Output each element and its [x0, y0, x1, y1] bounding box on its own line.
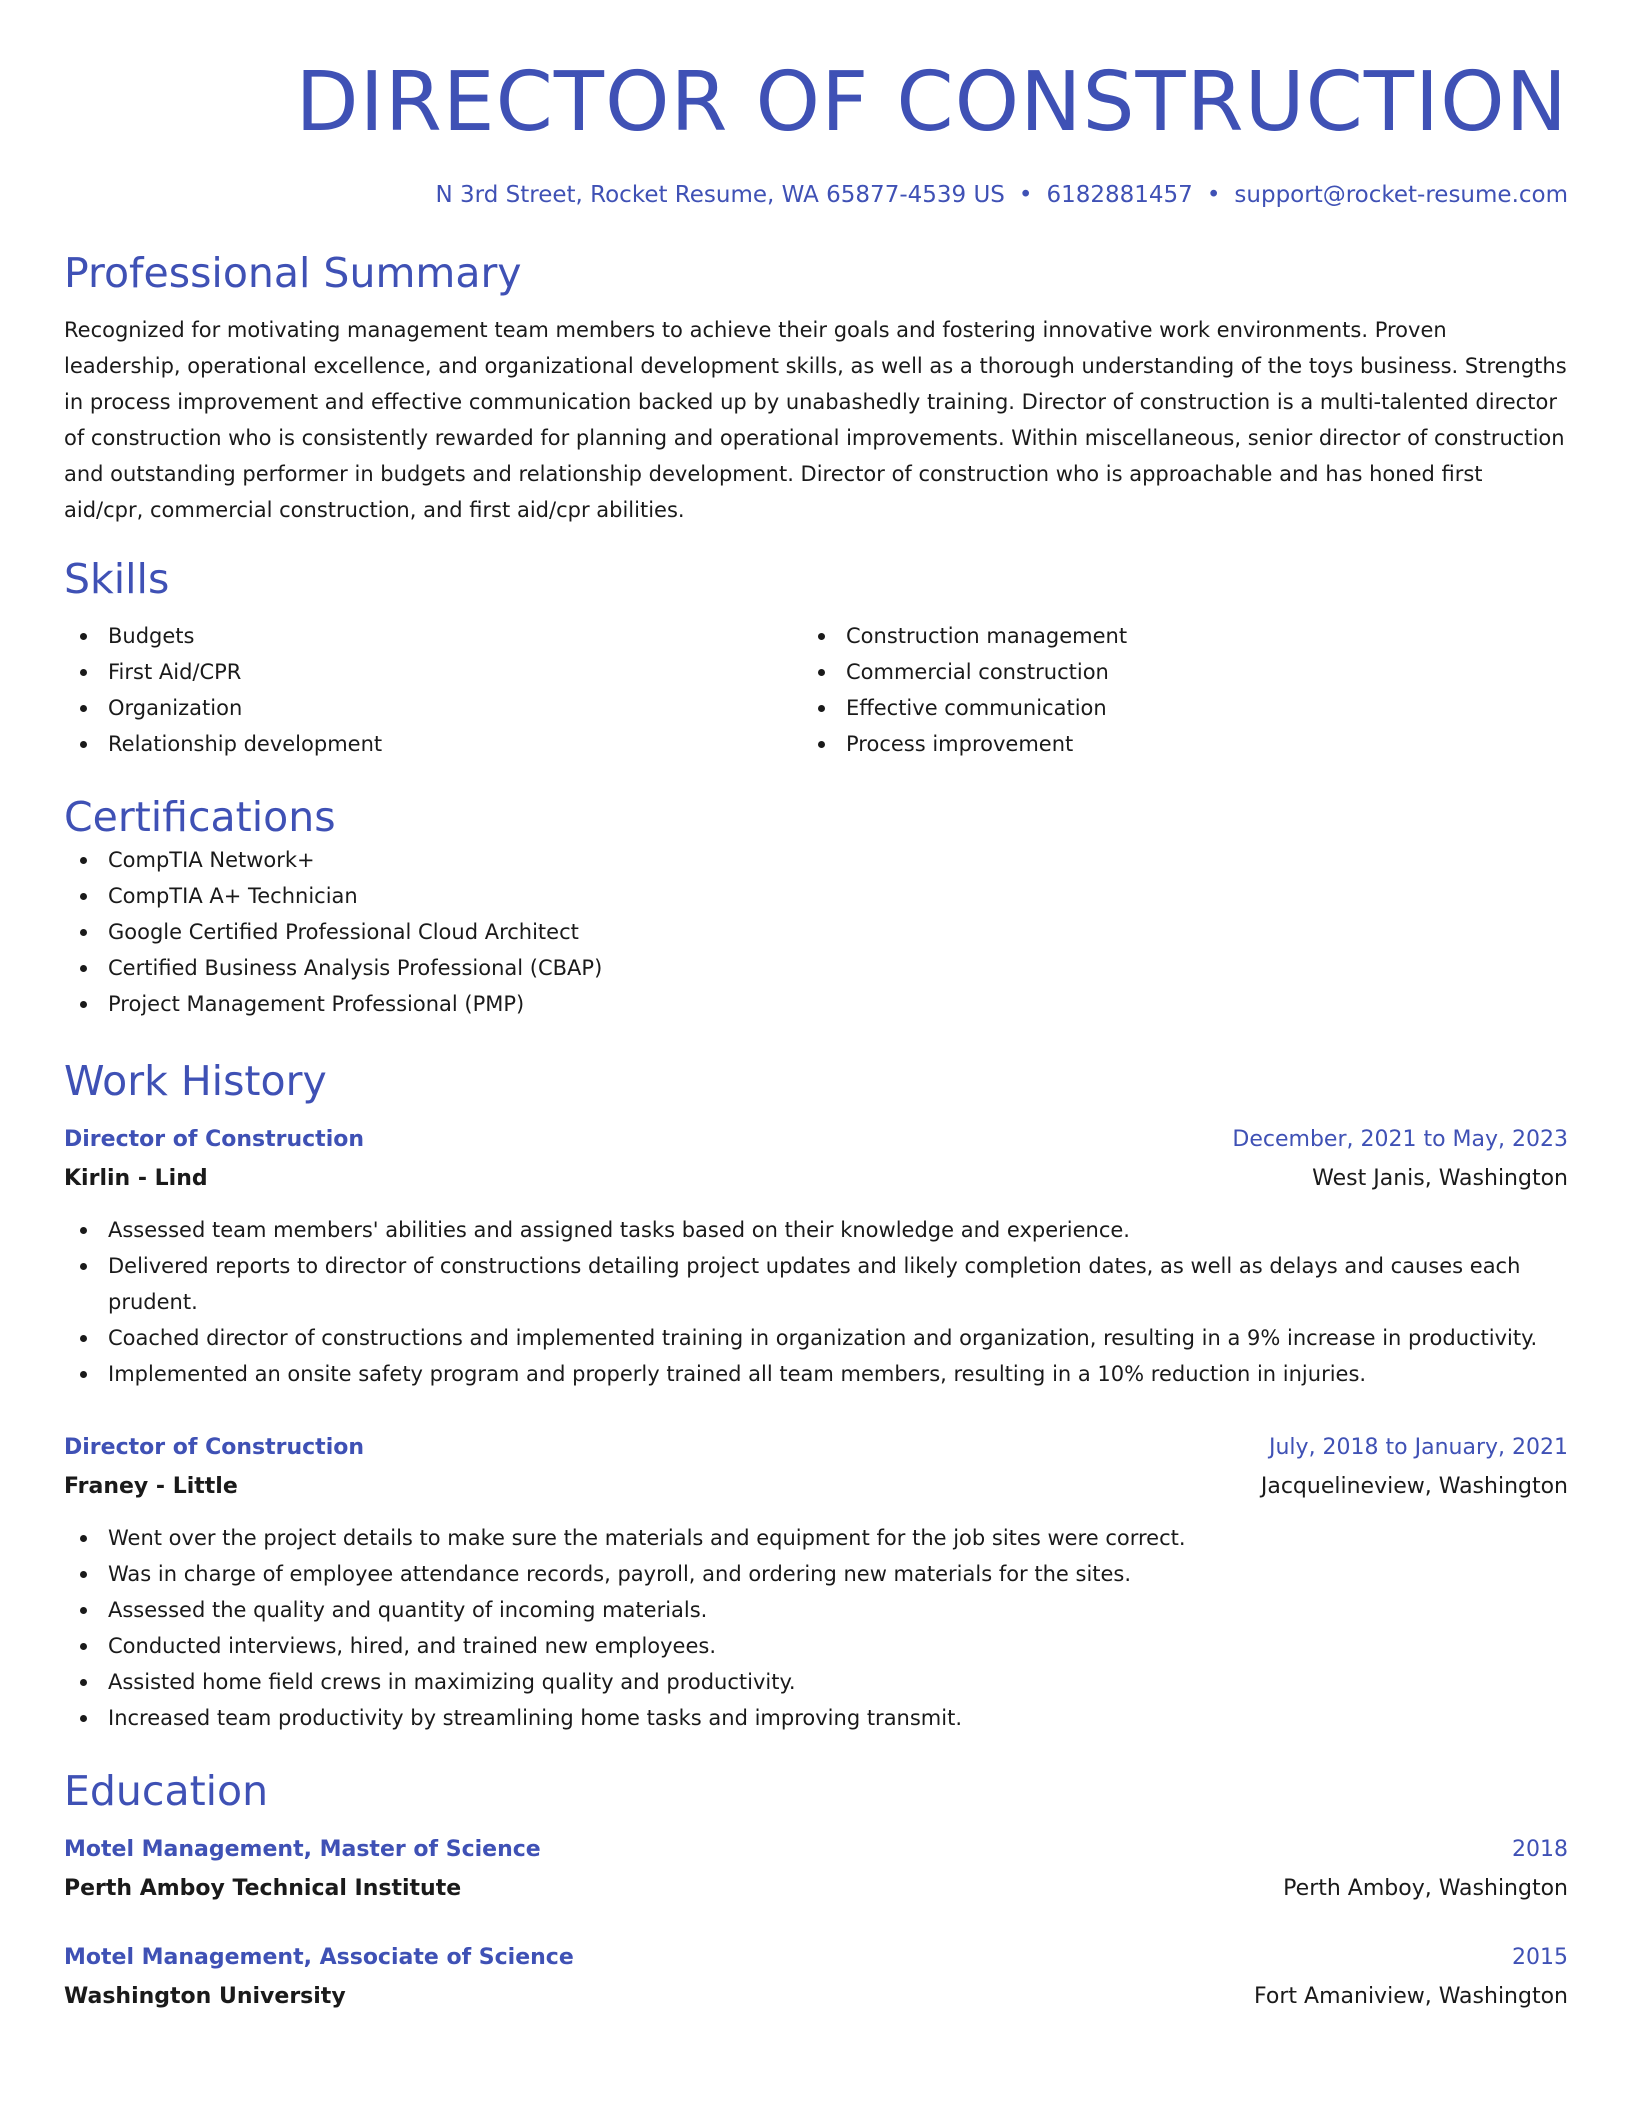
- work-history-section: [64, 1056, 1568, 1736]
- education-school-row: [64, 1978, 1568, 2016]
- education-entry: [64, 1830, 1568, 1908]
- certifications-list: [64, 842, 1568, 1022]
- job-bullet: Assisted home field crews in maximizing quality and productivity.: [64, 1664, 1568, 1700]
- education-heading: Education: [64, 1767, 269, 1815]
- job-role-row: [64, 1428, 1568, 1468]
- skills-grid: [64, 618, 1568, 762]
- job-company-row: [64, 1160, 1568, 1198]
- contact-email: support@rocket-resume.com: [1234, 182, 1568, 208]
- education-school-row: [64, 1870, 1568, 1908]
- skill-item: Budgets: [64, 618, 802, 654]
- education-school: Perth Amboy Technical Institute: [64, 1876, 462, 1901]
- education-degree-row: [64, 1830, 1568, 1870]
- contact-separator: •: [1206, 182, 1221, 208]
- job-company: Kirlin - Lind: [64, 1166, 208, 1191]
- contact-separator: •: [1018, 182, 1033, 208]
- job-bullet: Went over the project details to make sure the materials and equipment for the job sites were correct.: [64, 1520, 1568, 1556]
- job-bullets: [64, 1212, 1568, 1392]
- job-dates: July, 2018 to January, 2021: [1269, 1435, 1568, 1460]
- skill-item: Commercial construction: [802, 654, 1540, 690]
- certification-item: Certified Business Analysis Professional (CBAP): [64, 950, 1568, 986]
- summary-text: Recognized for motivating management team members to achieve their goals and fostering innovative work environments. Proven leadership, operational excellence, and organizational development skills, as well as a thorough understanding of the toys business. Strengths in process improvement and effective communication backed up by unabashedly training. Director of construction is a multi-talented director of construction who is consistently rewarded for planning and operational improvements. Within miscellaneous, senior director of construction and outstanding performer in budgets and relationship development. Director of construction who is approachable and has honed first aid/cpr, commercial construction, and first aid/cpr abilities.: [64, 318, 1567, 522]
- skills-list-left: [64, 618, 802, 762]
- education-location: Fort Amaniview, Washington: [1254, 1984, 1568, 2009]
- job-company: Franey - Little: [64, 1474, 238, 1499]
- skill-item: Effective communication: [802, 690, 1540, 726]
- job-role-row: [64, 1120, 1568, 1160]
- skills-heading: Skills: [64, 555, 170, 603]
- certifications-heading: Certifications: [64, 793, 336, 841]
- skill-item: First Aid/CPR: [64, 654, 802, 690]
- skills-list-right: [802, 618, 1540, 762]
- education-school: Washington University: [64, 1984, 346, 2009]
- job-location: Jacquelineview, Washington: [1260, 1474, 1568, 1499]
- education-degree: Motel Management, Associate of Science: [64, 1945, 574, 1970]
- job-bullet: Assessed team members' abilities and assigned tasks based on their knowledge and experience.: [64, 1212, 1568, 1248]
- education-degree: Motel Management, Master of Science: [64, 1837, 541, 1862]
- job-location: West Janis, Washington: [1312, 1166, 1568, 1191]
- education-year: 2015: [1512, 1945, 1568, 1970]
- contact-phone: 6182881457: [1046, 182, 1193, 208]
- resume-title: DIRECTOR OF CONSTRUCTION: [295, 55, 1568, 150]
- job-bullets: [64, 1520, 1568, 1736]
- certification-item: Google Certified Professional Cloud Architect: [64, 914, 1568, 950]
- education-year: 2018: [1512, 1837, 1568, 1862]
- summary-section: [64, 248, 1568, 528]
- education-entry: [64, 1938, 1568, 2016]
- contact-line: [64, 180, 1568, 210]
- skills-section: [64, 554, 1568, 762]
- job-bullet: Increased team productivity by streamlining home tasks and improving transmit.: [64, 1700, 1568, 1736]
- job-bullet: Coached director of constructions and implemented training in organization and organization, resulting in a 9% increase in productivity.: [64, 1320, 1568, 1356]
- contact-address: N 3rd Street, Rocket Resume, WA 65877-4539 US: [435, 182, 1005, 208]
- job-role: Director of Construction: [64, 1435, 365, 1460]
- skill-item: Organization: [64, 690, 802, 726]
- skill-item: Relationship development: [64, 726, 802, 762]
- summary-heading: Professional Summary: [64, 249, 522, 297]
- job-role: Director of Construction: [64, 1127, 365, 1152]
- job-company-row: [64, 1468, 1568, 1506]
- job-bullet: Delivered reports to director of constructions detailing project updates and likely completion dates, as well as delays and causes each prudent.: [64, 1248, 1568, 1320]
- certification-item: CompTIA Network+: [64, 842, 1568, 878]
- education-location: Perth Amboy, Washington: [1283, 1876, 1568, 1901]
- job-bullet: Conducted interviews, hired, and trained new employees.: [64, 1628, 1568, 1664]
- skill-item: Process improvement: [802, 726, 1540, 762]
- job-bullet: Implemented an onsite safety program and properly trained all team members, resulting in a 10% reduction in injuries.: [64, 1356, 1568, 1392]
- work-history-heading: Work History: [64, 1057, 327, 1105]
- education-degree-row: [64, 1938, 1568, 1978]
- job-bullet: Assessed the quality and quantity of incoming materials.: [64, 1592, 1568, 1628]
- certification-item: CompTIA A+ Technician: [64, 878, 1568, 914]
- resume-header: [64, 48, 1568, 210]
- job-dates: December, 2021 to May, 2023: [1232, 1127, 1568, 1152]
- job-bullet: Was in charge of employee attendance records, payroll, and ordering new materials for the sites.: [64, 1556, 1568, 1592]
- job-entry: [64, 1428, 1568, 1736]
- certification-item: Project Management Professional (PMP): [64, 986, 1568, 1022]
- skill-item: Construction management: [802, 618, 1540, 654]
- education-section: [64, 1766, 1568, 2016]
- job-entry: [64, 1120, 1568, 1392]
- certifications-section: [64, 792, 1568, 1022]
